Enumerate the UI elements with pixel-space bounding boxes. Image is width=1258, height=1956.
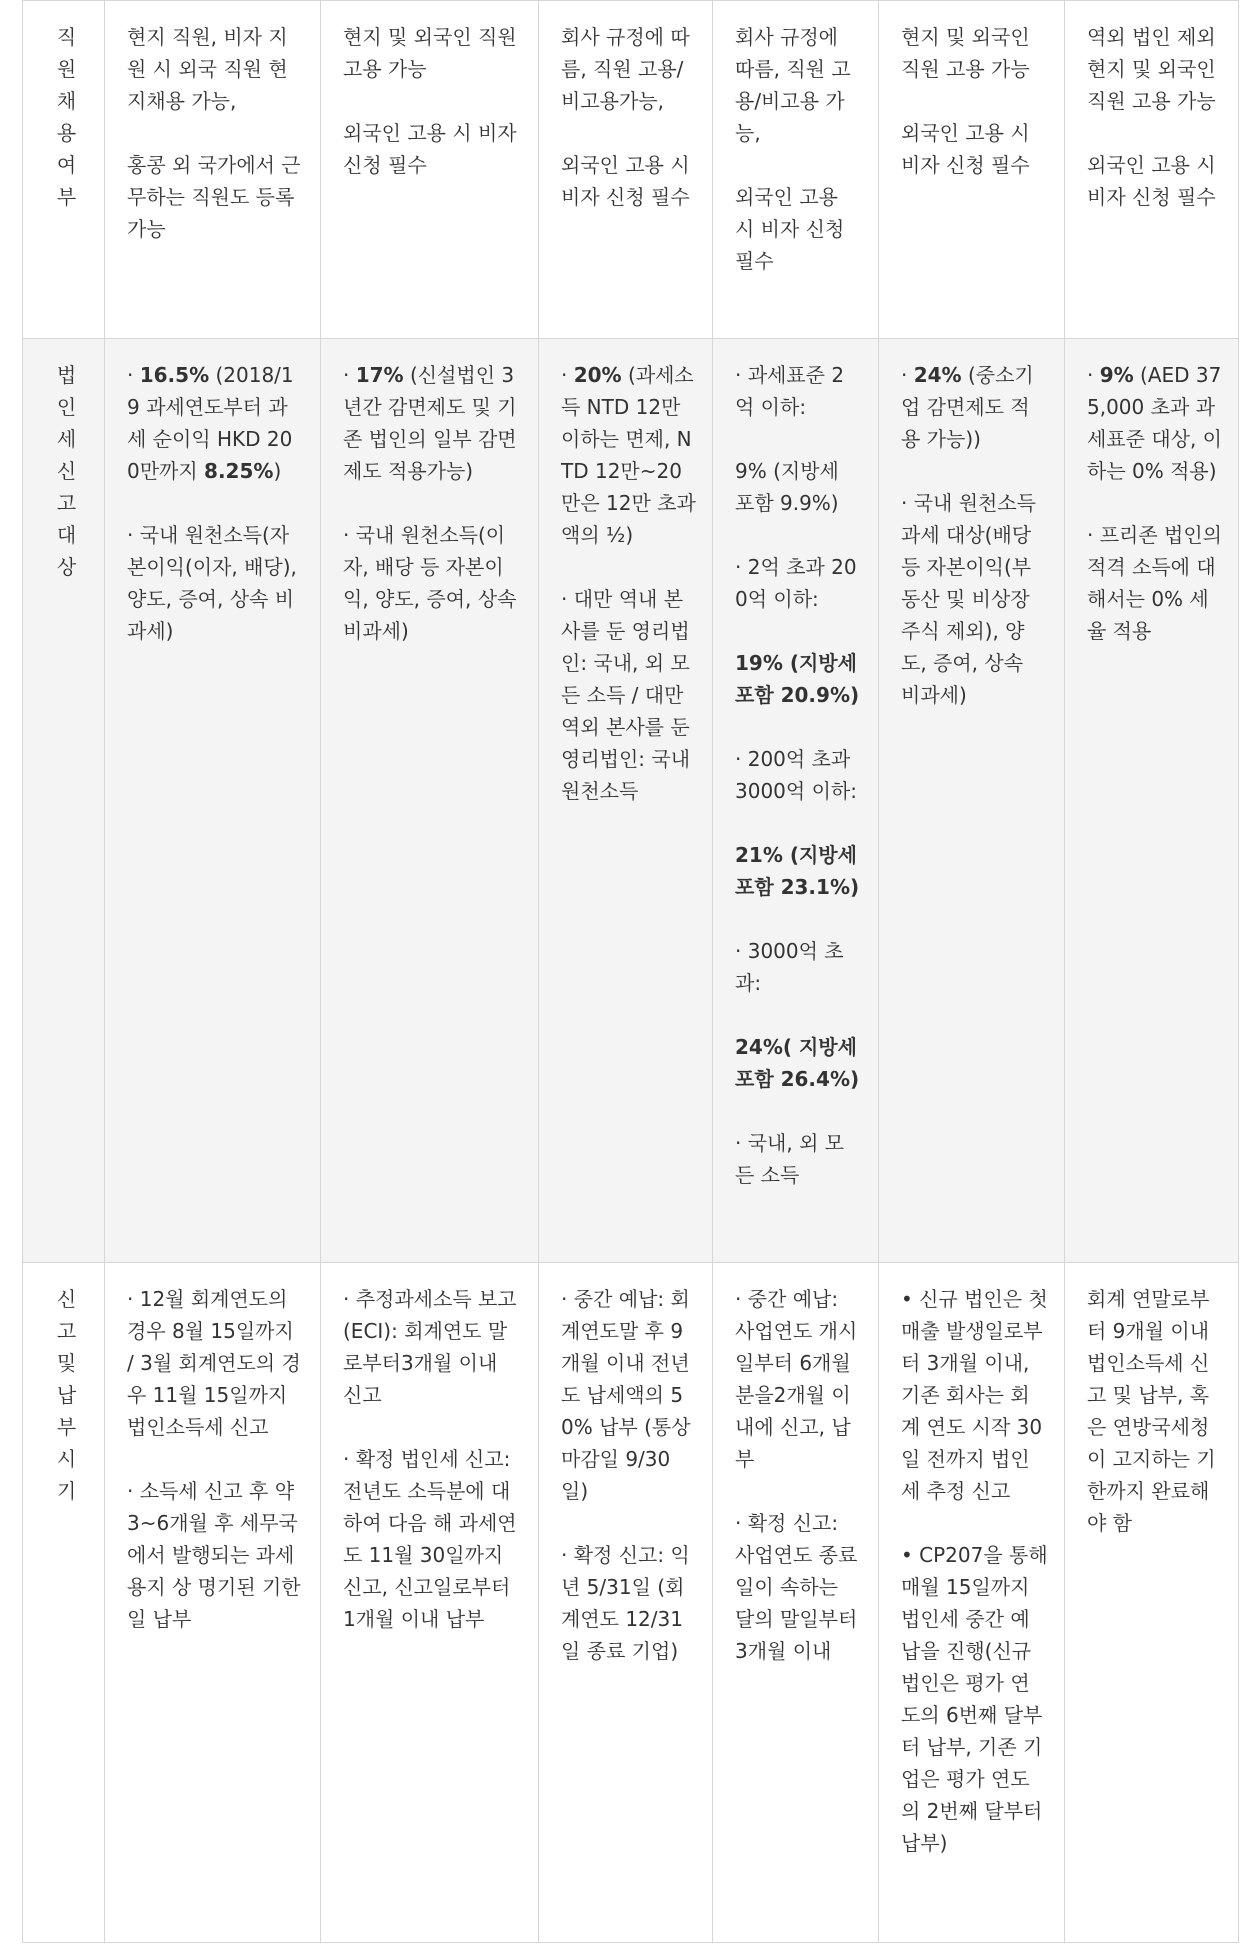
cell: [321, 1, 539, 339]
cell-paragraph: [127, 359, 304, 487]
cell-paragraph: [343, 117, 522, 181]
cell-paragraph: [127, 1475, 304, 1635]
cell: [1065, 1, 1239, 339]
cell-paragraph: [735, 839, 862, 903]
bold-text: 16.5%: [139, 363, 210, 387]
text-run: · 확정 신고: 익년 5/31일 (회계연도 12/31일 종료 기업): [561, 1543, 690, 1663]
row-employment: [23, 1, 1239, 339]
cell: [879, 1, 1065, 339]
text-run: 현지 및 외국인 직원 고용 가능: [343, 25, 517, 81]
cell-paragraph: [901, 359, 1048, 455]
text-run: · 과세표준 2억 이하:: [735, 363, 845, 419]
text-run: ): [273, 459, 282, 483]
text-run: • CP207을 통해 매월 15일까지 법인세 중간 예납을 진행(신규 법인은 평가 연도의 6번째 달부터 납부, 기존 기업은 평가 연도의 2번째 달부터 납부): [901, 1543, 1048, 1855]
text-run: 외국인 고용 시 비자 신청 필수: [343, 121, 517, 177]
text-run: · 2억 초과 200억 이하:: [735, 555, 857, 611]
cell-paragraph: [735, 647, 862, 711]
cell-paragraph: [1087, 1283, 1222, 1539]
cell-paragraph: [735, 1283, 862, 1475]
cell-paragraph: [901, 1283, 1048, 1507]
row-header-corporate-tax: 법 인 세 신 고 대 상: [23, 339, 105, 1263]
cell: [713, 339, 879, 1263]
cell-paragraph: [735, 359, 862, 423]
cell-paragraph: [127, 149, 304, 245]
text-run: ·: [901, 363, 914, 387]
cell-paragraph: [127, 1283, 304, 1443]
text-run: ·: [561, 363, 574, 387]
text-run: ·: [127, 363, 140, 387]
row-corporate-tax-target: [23, 339, 1239, 1263]
cell: [539, 1, 713, 339]
row-header-filing: 신 고 및 납 부 시 기: [23, 1263, 105, 1943]
text-run: · 국내 원천소득(이자, 배당 등 자본이익, 양도, 증여, 상속 비과세): [343, 523, 517, 643]
cell-paragraph: [561, 1539, 696, 1667]
text-run: • 신규 법인은 첫 매출 발생일로부터 3개월 이내, 기존 회사는 회계 연도 시작 30일 전까지 법인세 추정 신고: [901, 1287, 1048, 1503]
text-run: 현지 및 외국인 직원 고용 가능: [901, 25, 1030, 81]
text-run: 외국인 고용 시 비자 신청 필수: [1087, 153, 1216, 209]
text-run: (AED 375,000 초과 과세표준 대상, 이하는 0% 적용): [1087, 363, 1222, 483]
text-run: · 중간 예납: 회계연도말 후 9개월 이내 전년도 납세액의 50% 납부 (통상마감일 9/30일): [561, 1287, 691, 1503]
text-run: · 국내, 외 모든 소득: [735, 1131, 845, 1187]
text-run: · 3000억 초과:: [735, 939, 844, 995]
cell-paragraph: [343, 359, 522, 487]
cell-paragraph: [561, 583, 696, 807]
cell-paragraph: [735, 935, 862, 999]
cell-paragraph: [561, 1283, 696, 1507]
bold-text: 19% (지방세 포함 20.9%): [735, 651, 860, 707]
cell-paragraph: [127, 21, 304, 117]
cell-paragraph: [735, 551, 862, 615]
cell: [879, 339, 1065, 1263]
cell: [105, 339, 321, 1263]
cell-paragraph: [343, 519, 522, 647]
text-run: 역외 법인 제외 현지 및 외국인 직원 고용 가능: [1087, 25, 1216, 113]
bold-text: 8.25%: [204, 459, 274, 483]
cell-paragraph: [735, 181, 862, 277]
row-filing-payment: [23, 1263, 1239, 1943]
cell-paragraph: [343, 1283, 522, 1411]
cell-paragraph: [561, 149, 696, 213]
cell: [1065, 1263, 1239, 1943]
text-run: 외국인 고용 시 비자 신청 필수: [901, 121, 1030, 177]
cell: [321, 339, 539, 1263]
cell: [539, 339, 713, 1263]
cell-paragraph: [735, 455, 862, 519]
text-run: ·: [1087, 363, 1100, 387]
cell: [105, 1263, 321, 1943]
cell-paragraph: [901, 487, 1048, 711]
text-run: 회사 규정에 따름, 직원 고용/비고용 가능,: [735, 25, 851, 145]
bold-text: 9%: [1099, 363, 1134, 387]
cell-paragraph: [561, 21, 696, 117]
text-run: 9% (지방세 포함 9.9%): [735, 459, 839, 515]
text-run: · 대만 역내 본사를 둔 영리법인: 국내, 외 모든 소득 / 대만 역외 본사를 둔 영리법인: 국내 원천소득: [561, 587, 691, 803]
cell: [713, 1, 879, 339]
bold-text: 21% (지방세 포함 23.1%): [735, 843, 860, 899]
tax-comparison-table: [22, 0, 1239, 1943]
text-run: · 소득세 신고 후 약 3~6개월 후 세무국에서 발행되는 과세용지 상 명기된 기한일 납부: [127, 1479, 301, 1631]
text-run: 홍콩 외 국가에서 근무하는 직원도 등록 가능: [127, 153, 301, 241]
cell-paragraph: [561, 359, 696, 551]
cell-paragraph: [343, 21, 522, 85]
cell-paragraph: [735, 21, 862, 149]
cell-paragraph: [735, 1507, 862, 1667]
text-run: · 확정 신고: 사업연도 종료일이 속하는 달의 말일부터 3개월 이내: [735, 1511, 858, 1663]
text-run: · 프리존 법인의 적격 소득에 대해서는 0% 세율 적용: [1087, 523, 1222, 643]
text-run: · 국내 원천소득(자본이익(이자, 배당), 양도, 증여, 상속 비과세): [127, 523, 297, 643]
text-run: · 확정 법인세 신고: 전년도 소득분에 대하여 다음 해 과세연도 11월 30일까지 신고, 신고일로부터 1개월 이내 납부: [343, 1447, 517, 1631]
bold-text: 24%( 지방세 포함 26.4%): [735, 1035, 860, 1091]
text-run: · 국내 원천소득 과세 대상(배당 등 자본이익(부동산 및 비상장 주식 제외), 양도, 증여, 상속 비과세): [901, 491, 1036, 707]
text-run: 회사 규정에 따름, 직원 고용/비고용가능,: [561, 25, 690, 113]
cell-paragraph: [1087, 21, 1222, 117]
bold-text: 17%: [355, 363, 404, 387]
cell: [539, 1263, 713, 1943]
text-run: (중소기업 감면제도 적용 가능)): [901, 363, 1034, 451]
bold-text: 24%: [913, 363, 962, 387]
cell-paragraph: [1087, 149, 1222, 213]
cell-paragraph: [735, 743, 862, 807]
cell-paragraph: [343, 1443, 522, 1635]
cell: [879, 1263, 1065, 1943]
text-run: (과세소득 NTD 12만 이하는 면제, NTD 12만~20만은 12만 초과액의 ½): [561, 363, 696, 547]
text-run: · 12월 회계연도의 경우 8월 15일까지 / 3월 회계연도의 경우 11월 15일까지 법인소득세 신고: [127, 1287, 301, 1439]
text-run: 현지 직원, 비자 지원 시 외국 직원 현지채용 가능,: [127, 25, 288, 113]
row-header-employment: 직 원 채 용 여 부: [23, 1, 105, 339]
cell-paragraph: [735, 1031, 862, 1095]
text-run: 외국인 고용 시 비자 신청 필수: [735, 185, 845, 273]
cell-paragraph: [901, 117, 1048, 181]
text-run: ·: [343, 363, 356, 387]
cell-paragraph: [735, 1127, 862, 1191]
text-run: · 추정과세소득 보고(ECI): 회계연도 말로부터3개월 이내 신고: [343, 1287, 517, 1407]
text-run: · 중간 예납: 사업연도 개시일부터 6개월분을2개월 이내에 신고, 납부: [735, 1287, 858, 1471]
text-run: · 200억 초과 3000억 이하:: [735, 747, 857, 803]
cell: [1065, 339, 1239, 1263]
cell: [105, 1, 321, 339]
text-run: 회계 연말로부터 9개월 이내 법인소득세 신고 및 납부, 혹은 연방국세청이 고지하는 기한까지 완료해야 함: [1087, 1287, 1216, 1535]
cell: [713, 1263, 879, 1943]
text-run: (신설법인 3년간 감면제도 및 기존 법인의 일부 감면제도 적용가능): [343, 363, 517, 483]
cell-paragraph: [901, 21, 1048, 85]
text-run: (2018/19 과세연도부터 과세 순이익 HKD 200만까지: [127, 363, 294, 483]
cell-paragraph: [901, 1539, 1048, 1859]
bold-text: 20%: [573, 363, 622, 387]
cell-paragraph: [127, 519, 304, 647]
cell-paragraph: [1087, 359, 1222, 487]
cell-paragraph: [1087, 519, 1222, 647]
cell: [321, 1263, 539, 1943]
text-run: 외국인 고용 시 비자 신청 필수: [561, 153, 690, 209]
